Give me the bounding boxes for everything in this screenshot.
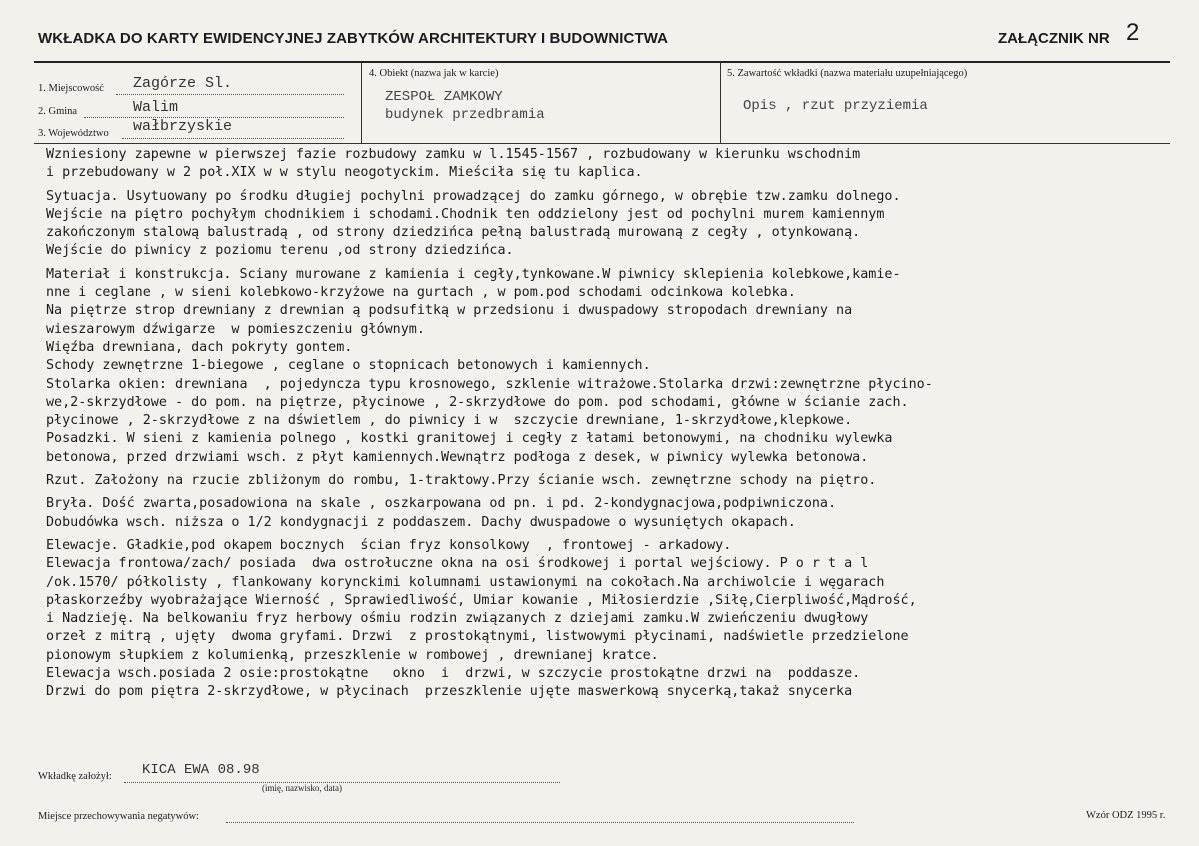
text-line: i przebudowany w 2 poł.XIX w w stylu neogotyckim. Mieściła się tu kaplica.	[46, 165, 643, 181]
zalozyl-label: Wkładkę założył:	[38, 771, 112, 782]
text-line: płaskorzeźby wyobrażające Wierność , Sprawiedliwość, Umiar kowanie , Miłosierdzie ,Siłę,Cierpliwość,Mądrość,	[46, 592, 917, 608]
annex-label: ZAŁĄCZNIK NR	[998, 30, 1110, 47]
text-line: Wejście do piwnicy z poziomu terenu ,od strony dziedzińca.	[46, 243, 514, 259]
header-rule	[34, 61, 1170, 63]
miejscowosc-label: 1. Miejscowość	[38, 83, 104, 94]
gmina-value: Walim	[133, 99, 179, 116]
negatywy-dots	[226, 821, 854, 823]
text-line: /ok.1570/ półkolisty , flankowany korynckimi kolumnami ustawionymi na cokołach.Na archiwolcie i węgarach	[46, 574, 885, 590]
text-line: Rzut. Założony na rzucie zbliżonym do rombu, 1-traktowy.Przy ścianie wsch. zewnętrzne schody na piętro.	[46, 473, 877, 489]
zawartosc-label: 5. Zawartość wkładki (nazwa materiału uzupełniającego)	[727, 68, 968, 79]
form-version: Wzór ODZ 1995 r.	[1086, 810, 1166, 821]
text-line: Drzwi do pom piętra 2-skrzydłowe, w płycinach przeszklenie ujęte maswerkową snycerką,takaż snycerka	[46, 684, 853, 700]
description-text	[46, 146, 1166, 702]
form-title: WKŁADKA DO KARTY EWIDENCYJNEJ ZABYTKÓW ARCHITEKTURY I BUDOWNICTWA	[38, 30, 669, 47]
text-line: Na piętrze strop drewniany z drewnian ą podsufitką w przedsionu i dwuspadowy stropodach drewniany na	[46, 303, 853, 319]
text-line: orzeł z mitrą , ujęty dwoma gryfami. Drzwi z prostokątnymi, listwowymi płycinami, nadświetle przedzielone	[46, 629, 909, 645]
text-line: Wejście na piętro pochyłym chodnikiem i schodami.Chodnik ten oddzielony jest od pochylni murem kamiennym	[46, 206, 885, 222]
wojewodztwo-dots	[122, 137, 344, 139]
obiekt-value-line2: budynek przedbramia	[385, 107, 545, 123]
wojewodztwo-label: 3. Województwo	[38, 128, 109, 139]
text-line: wieszarowym dźwigarze w pomieszczeniu głównym.	[46, 321, 425, 337]
text-line: Sytuacja. Usytuowany po środku długiej pochylni prowadzącej do zamku górnego, w obrębie tzw.zamku dolnego.	[46, 188, 901, 204]
zalozyl-dots	[124, 781, 560, 783]
text-line: Wzniesiony zapewne w pierwszej fazie rozbudowy zamku w l.1545-1567 , rozbudowany w kierunku wschodnim	[46, 147, 861, 162]
text-line: Dobudówka wsch. niższa o 1/2 kondygnacji z poddaszem. Dachy dwuspadowe o wysuniętych okapach.	[46, 514, 796, 530]
text-line: Schody zewnętrzne 1-biegowe , ceglane o stopnicach betonowych i kamiennych.	[46, 358, 651, 374]
text-line: Elewacja wsch.posiada 2 osie:prostokątne okno i drzwi, w szczycie prostokątne drzwi na poddasze.	[46, 666, 861, 682]
text-line: i Nadzieję. Na belkowaniu fryz herbowy ośmiu rodzin związanych z dziejami zamku.W zwieńczeniu dwugłowy	[46, 611, 869, 627]
text-line: pionowym słupkiem z kolumienką, przeszklenie w rombowej , drewnianej kratce.	[46, 647, 659, 663]
text-line: Materiał i konstrukcja. Sciany murowane z kamienia i cegły,tynkowane.W piwnicy sklepienia kolebkowe,kamie-	[46, 266, 901, 282]
text-line: Stolarka okien: drewniana , pojedyncza typu krosnowego, szklenie witrażowe.Stolarka drzwi:zewnętrzne płycino-	[46, 376, 933, 392]
text-line: betonowa, przed drzwiami wsch. z płyt kamiennych.Wewnątrz podłoga z desek, w piwnicy wylewka betonowa.	[46, 449, 869, 465]
fields-rule	[34, 143, 1170, 144]
miejscowosc-dots	[116, 93, 344, 95]
zawartosc-value: Opis , rzut przyziemia	[743, 98, 928, 114]
negatywy-label: Miejsce przechowywania negatywów:	[38, 811, 199, 822]
wojewodztwo-value: wałbrzyskie	[133, 118, 233, 135]
text-line: we,2-skrzydłowe - do pom. na piętrze, płycinowe , 2-skrzydłowe do pom. pod schodami, główne w ścianie zach.	[46, 394, 909, 410]
miejscowosc-value: Zagórze Sl.	[133, 75, 233, 92]
text-line: nne i ceglane , w sieni kolebkowo-krzyżowe na gurtach , w pom.pod schodami odcinkowa kolebka.	[46, 285, 796, 301]
column-divider-1	[361, 62, 362, 144]
text-line: Posadzki. W sieni z kamienia polnego , kostki granitowej i cegły z łatami betonowymi, na chodniku wylewka	[46, 431, 893, 447]
text-line: płycinowe , 2-skrzydłowe z na dświetlem , do piwnicy i w szczycie drewniane, 1-skrzydłowe,klepkowe.	[46, 413, 853, 429]
text-line: Więźba drewniana, dach pokryty gontem.	[46, 339, 353, 355]
text-line: Bryła. Dość zwarta,posadowiona na skale , oszkarpowana od pn. i pd. 2-kondygnacjowa,podpiwniczona.	[46, 496, 837, 512]
zalozyl-sub: (imię, nazwisko, data)	[262, 783, 342, 793]
text-line: Elewacje. Gładkie,pod okapem bocznych ścian fryz konsolkowy , frontowej - arkadowy.	[46, 537, 732, 553]
obiekt-value-line1: ZESPOŁ ZAMKOWY	[385, 89, 503, 105]
zalozyl-value: KICA EWA 08.98	[142, 762, 260, 778]
text-line: zakończonym stalową balustradą , od strony dziedzińca pełną balustradą murowaną z cegły , otynkowaną.	[46, 225, 861, 241]
annex-number: 2	[1126, 19, 1140, 46]
gmina-label: 2. Gmina	[38, 106, 78, 117]
text-line: Elewacja frontowa/zach/ posiada dwa ostrołuczne okna na osi środkowej i portal wejściowy. P o r t a l	[46, 556, 869, 572]
obiekt-label: 4. Obiekt (nazwa jak w karcie)	[369, 68, 499, 79]
column-divider-2	[720, 62, 721, 144]
